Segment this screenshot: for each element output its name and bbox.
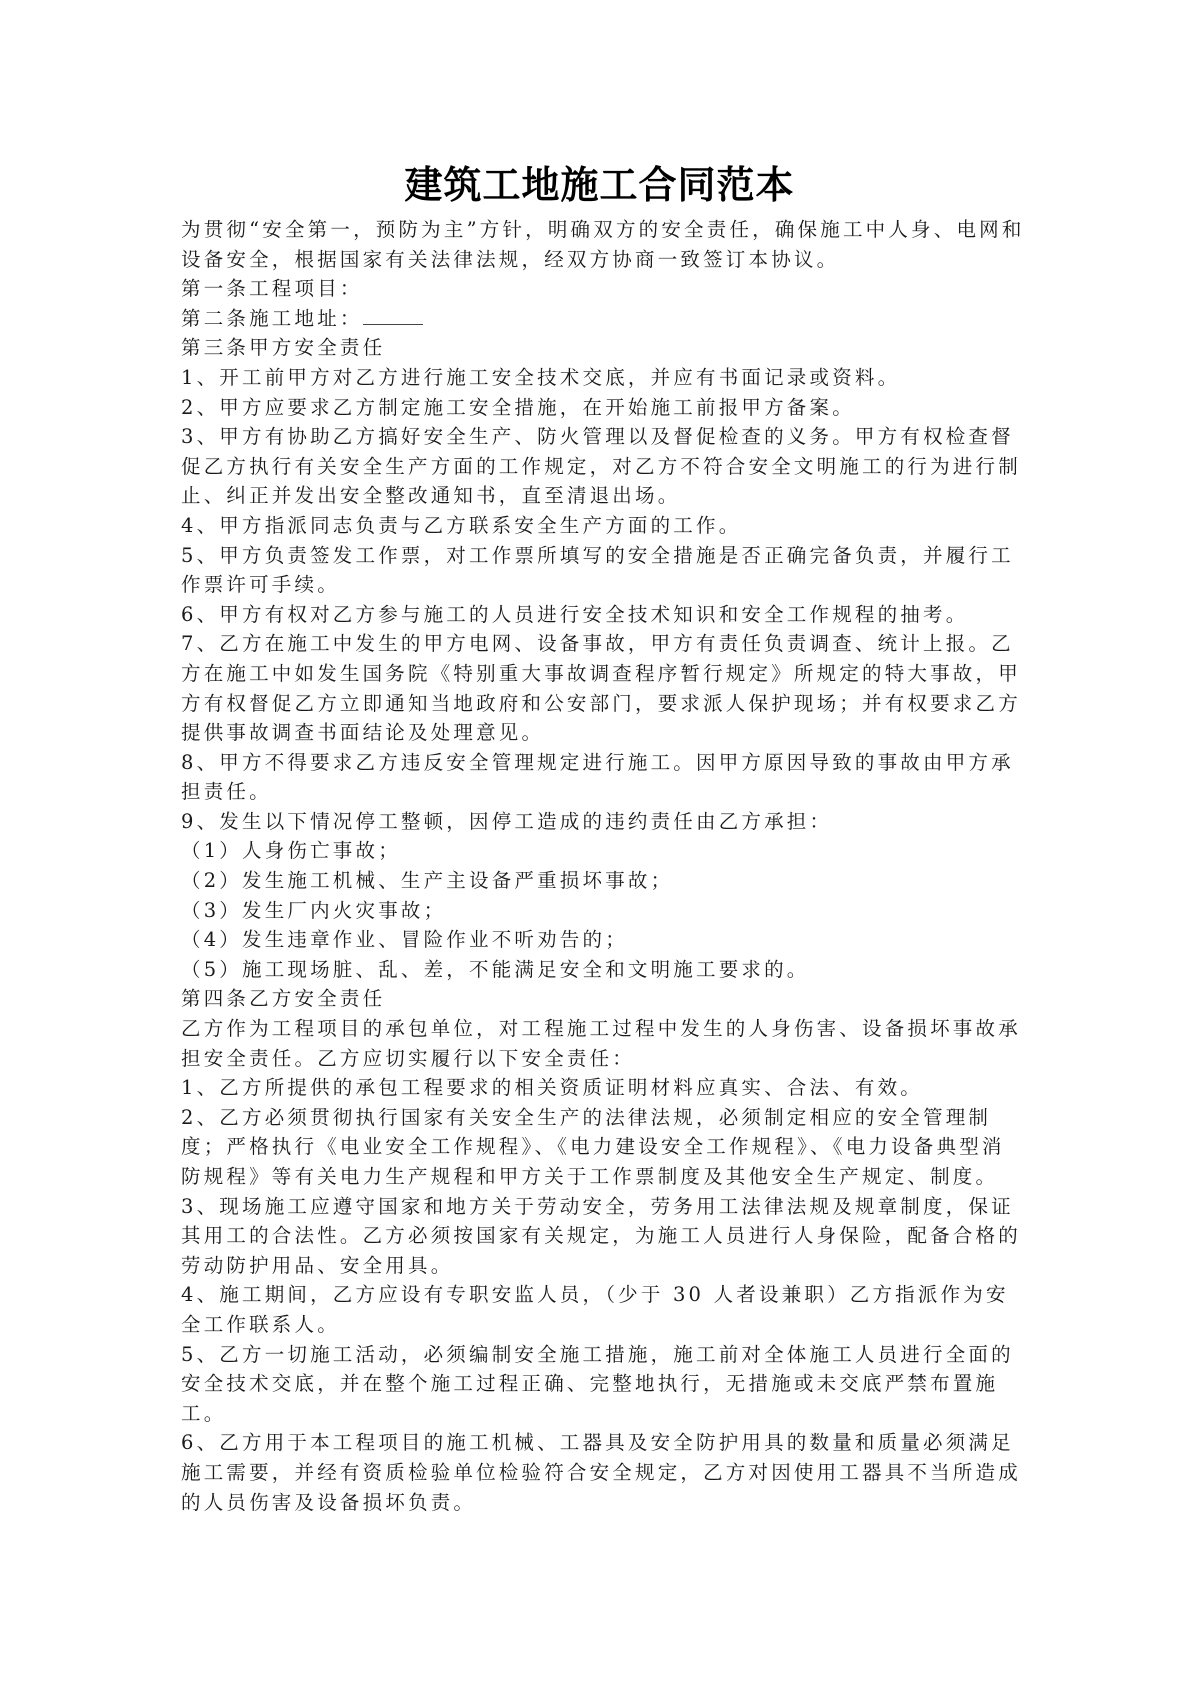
article-4-intro: 乙方作为工程项目的承包单位，对工程施工过程中发生的人身伤害、设备损坏事故承担安全责任。乙方应切实履行以下安全责任： [181,1017,1021,1070]
article-3-subitem-2: （2）发生施工机械、生产主设备严重损坏事故； [181,869,674,893]
document-title: 建筑工地施工合同范本 [404,162,795,207]
article-3-item-9: 9、发生以下情况停工整顿，因停工造成的违约责任由乙方承担： [181,809,833,833]
intro-paragraph: 为贯彻“安全第一，预防为主”方针，明确双方的安全责任，确保施工中人身、电网和设备安全，根据国家有关法律法规，经双方协商一致签订本协议。 [181,218,1025,271]
article-2-address [181,304,1026,334]
article-3-item-3: 3、甲方有协助乙方搞好安全生产、防火管理以及督促检查的义务。甲方有权检查督促乙方执行有关安全生产方面的工作规定，对乙方不符合安全文明施工的行为进行制止、纠正并发出安全整改通知书，直至清退出场。 [181,425,1021,508]
article-3-subitem-5: （5）施工现场脏、乱、差，不能满足安全和文明施工要求的。 [181,957,810,981]
article-3-item-2: 2、甲方应要求乙方制定施工安全措施，在开始施工前报甲方备案。 [181,395,855,419]
article-4-item-5: 5、乙方一切施工活动，必须编制安全施工措施，施工前对全体施工人员进行全面的安全技术交底，并在整个施工过程正确、完整地执行，无措施或未交底严禁布置施工。 [181,1342,1014,1425]
article-4-item-6: 6、乙方用于本工程项目的施工机械、工器具及安全防护用具的数量和质量必须满足施工需要，并经有资质检验单位检验符合安全规定，乙方对因使用工器具不当所造成的人员伤害及设备损坏负责。 [181,1431,1021,1514]
article-4-item-2: 2、乙方必须贯彻执行国家有关安全生产的法律法规，必须制定相应的安全管理制度；严格执行《电业安全工作规程》、《电力建设安全工作规程》、《电力设备典型消防规程》等有关电力生产规程和甲方关于工作票制度及其他安全生产规定、制度。 [181,1105,1005,1188]
article-3-item-5: 5、甲方负责签发工作票，对工作票所填写的安全措施是否正确完备负责，并履行工作票许可手续。 [181,543,1014,597]
article-4-heading: 第四条乙方安全责任 [181,987,386,1011]
address-blank-field [363,306,423,325]
article-4-item-1: 1、乙方所提供的承包工程要求的相关资质证明材料应真实、合法、有效。 [181,1076,924,1100]
document-body [181,215,1026,1517]
article-3-heading: 第三条甲方安全责任 [181,336,386,360]
document-page [181,155,1026,1517]
article-3-subitem-1: （1）人身伤亡事故； [181,839,401,863]
article-3-subitem-3: （3）发生厂内火灾事故； [181,898,447,922]
article-3-item-4: 4、甲方指派同志负责与乙方联系安全生产方面的工作。 [181,513,742,537]
article-3-subitem-4: （4）发生违章作业、冒险作业不听劝告的； [181,928,628,952]
article-1-project: 第一条工程项目： [181,277,363,301]
article-4-item-4: 4、施工期间，乙方应设有专职安监人员，（少于 30 人者设兼职）乙方指派作为安全工作联系人。 [181,1283,1009,1336]
article-3-item-7: 7、乙方在施工中发生的甲方电网、设备事故，甲方有责任负责调查、统计上报。乙方在施工中如发生国务院《特别重大事故调查程序暂行规定》所规定的特大事故，甲方有权督促乙方立即通知当地政府和公安部门，要求派人保护现场；并有权要求乙方提供事故调查书面结论及处理意见。 [181,632,1021,745]
article-3-item-6: 6、甲方有权对乙方参与施工的人员进行安全技术知识和安全工作规程的抽考。 [181,602,969,626]
article-3-item-8: 8、甲方不得要求乙方违反安全管理规定进行施工。因甲方原因导致的事故由甲方承担责任。 [181,750,1014,804]
article-4-item-3: 3、现场施工应遵守国家和地方关于劳动安全，劳务用工法律法规及规章制度，保证其用工的合法性。乙方必须按国家有关规定，为施工人员进行人身保险，配备合格的劳动防护用品、安全用具。 [181,1194,1021,1277]
article-2-label: 第二条施工地址： [181,306,363,330]
article-3-item-1: 1、开工前甲方对乙方进行施工安全技术交底，并应有书面记录或资料。 [181,365,901,389]
